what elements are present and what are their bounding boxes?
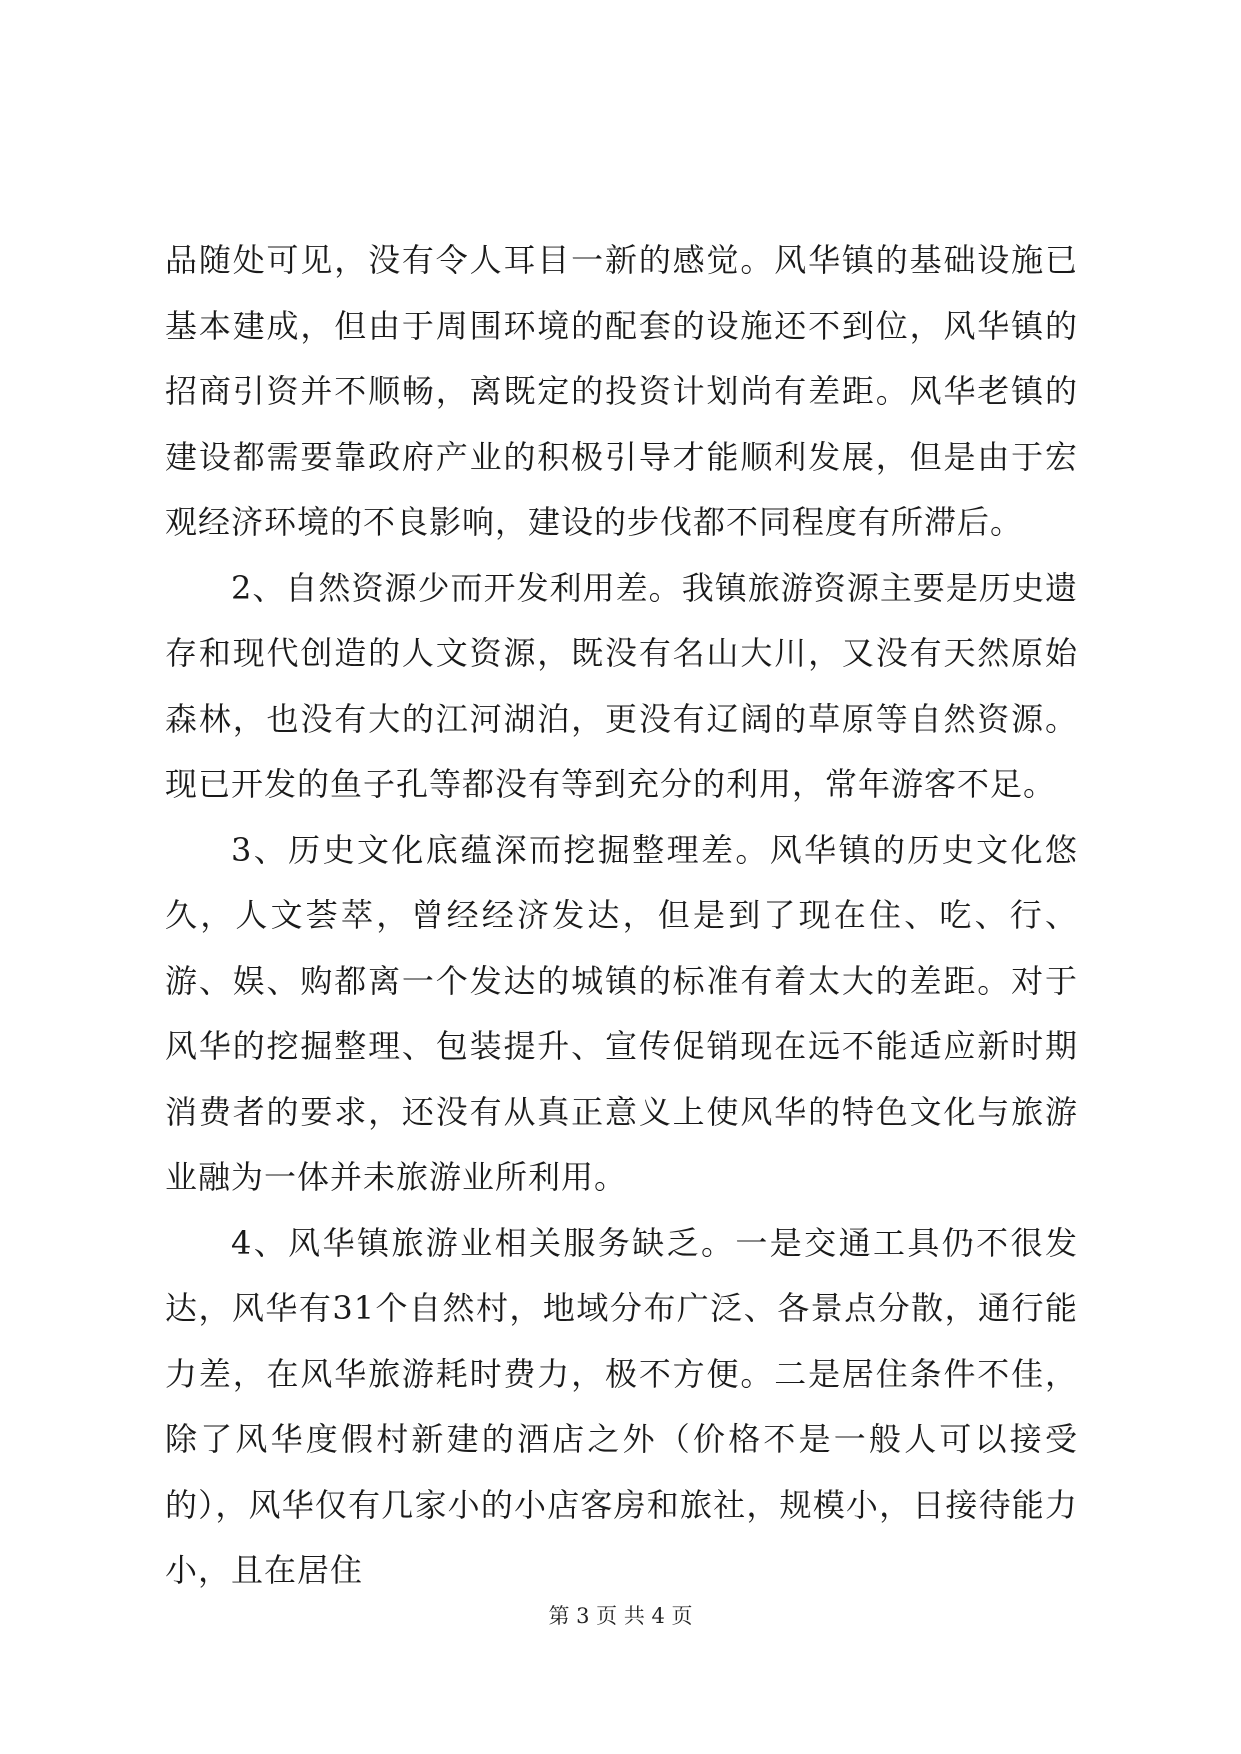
paragraph-item-3: 3、历史文化底蕴深而挖掘整理差。风华镇的历史文化悠久，人文荟萃，曾经经济发达，但是到了现在住、吃、行、游、娱、购都离一个发达的城镇的标准有着太大的差距。对于风华的挖掘整理、包装提升、宣传促销现在远不能适应新时期消费者的要求，还没有从真正意义上使风华的特色文化与旅游业融为一体并未旅游业所利用。 [165, 830, 1078, 1196]
paragraph-item-2: 2、自然资源少而开发利用差。我镇旅游资源主要是历史遗存和现代创造的人文资源，既没有名山大川，又没有天然原始森林，也没有大的江河湖泊，更没有辽阔的草原等自然资源。现已开发的鱼子孔等都没有等到充分的利用，常年游客不足。 [165, 568, 1078, 803]
paragraph-continuation: 品随处可见，没有令人耳目一新的感觉。风华镇的基础设施已基本建成，但由于周围环境的配套的设施还不到位，风华镇的招商引资并不顺畅，离既定的投资计划尚有差距。风华老镇的建设都需要靠政府产业的积极引导才能顺利发展，但是由于宏观经济环境的不良影响，建设的步伐都不同程度有所滞后。 [165, 241, 1078, 541]
paragraph-item-4: 4、风华镇旅游业相关服务缺乏。一是交通工具仍不很发达，风华有31个自然村，地域分布广泛、各景点分散，通行能力差，在风华旅游耗时费力，极不方便。二是居住条件不佳，除了风华度假村新建的酒店之外（价格不是一般人可以接受的），风华仅有几家小的小店客房和旅社，规模小，日接待能力小，且在居住 [165, 1223, 1078, 1589]
document-body [165, 228, 1078, 1604]
page-number-footer: 第 3 页 共 4 页 [548, 1604, 693, 1628]
